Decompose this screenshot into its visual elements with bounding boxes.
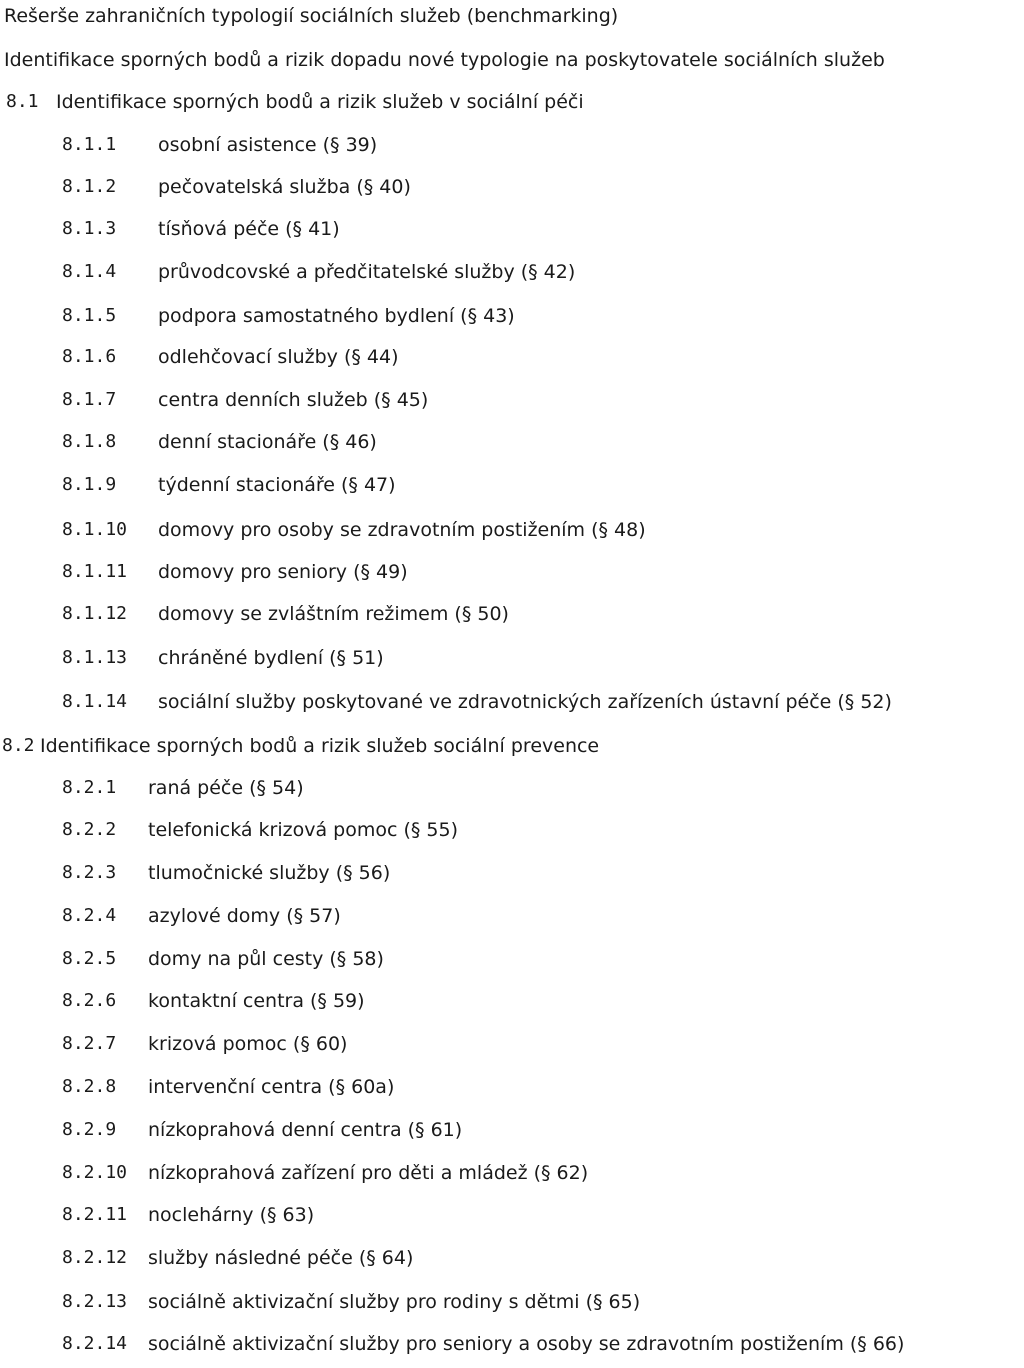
item-text: intervenční centra (§ 60a) <box>148 1076 395 1098</box>
item-text: denní stacionáře (§ 46) <box>158 431 377 453</box>
item-number: 8.1.1 <box>62 134 117 155</box>
section-title: Identifikace sporných bodů a rizik služeb v sociální péči <box>56 91 584 113</box>
item-text: noclehárny (§ 63) <box>148 1204 315 1226</box>
item-text: domovy se zvláštním režimem (§ 50) <box>158 603 509 625</box>
item-number: 8.2.9 <box>62 1119 117 1140</box>
item-text: pečovatelská služba (§ 40) <box>158 176 411 198</box>
item-number: 8.2.13 <box>62 1291 128 1312</box>
toc-heading-text: Identifikace sporných bodů a rizik dopadu nové typologie na poskytovatele sociálních služeb <box>4 49 885 71</box>
item-text: raná péče (§ 54) <box>148 777 304 799</box>
item-text: nízkoprahová zařízení pro děti a mládež (§ 62) <box>148 1162 589 1184</box>
item-text: služby následné péče (§ 64) <box>148 1247 414 1269</box>
item-text: domovy pro osoby se zdravotním postižením (§ 48) <box>158 519 646 541</box>
item-number: 8.2.7 <box>62 1033 117 1054</box>
item-text: domy na půl cesty (§ 58) <box>148 948 384 970</box>
item-number: 8.2.2 <box>62 819 117 840</box>
toc-heading-identification <box>4 48 885 72</box>
item-text: sociálně aktivizační služby pro seniory a osoby se zdravotním postižením (§ 66) <box>148 1333 905 1355</box>
item-number: 8.1.2 <box>62 176 117 197</box>
item-number: 8.2.8 <box>62 1076 117 1097</box>
item-number: 8.2.14 <box>62 1333 128 1354</box>
item-number: 8.2.12 <box>62 1247 128 1268</box>
item-number: 8.2.3 <box>62 862 117 883</box>
item-number: 8.2.5 <box>62 948 117 969</box>
section-title: Identifikace sporných bodů a rizik služeb sociální prevence <box>40 735 600 757</box>
item-text: domovy pro seniory (§ 49) <box>158 561 408 583</box>
item-text: odlehčovací služby (§ 44) <box>158 346 399 368</box>
item-text: podpora samostatného bydlení (§ 43) <box>158 305 515 327</box>
item-number: 8.1.13 <box>62 647 128 668</box>
toc-heading-text: Rešerše zahraničních typologií sociálních služeb (benchmarking) <box>4 5 619 27</box>
item-number: 8.2.4 <box>62 905 117 926</box>
item-number: 8.2.1 <box>62 777 117 798</box>
item-number: 8.1.5 <box>62 305 117 326</box>
item-text: osobní asistence (§ 39) <box>158 134 378 156</box>
item-text: sociálně aktivizační služby pro rodiny s dětmi (§ 65) <box>148 1291 641 1313</box>
item-text: tlumočnické služby (§ 56) <box>148 862 391 884</box>
item-text: centra denních služeb (§ 45) <box>158 389 429 411</box>
item-number: 8.2.6 <box>62 990 117 1011</box>
item-number: 8.1.8 <box>62 431 117 452</box>
item-number: 8.1.12 <box>62 603 128 624</box>
item-text: nízkoprahová denní centra (§ 61) <box>148 1119 463 1141</box>
item-number: 8.2.10 <box>62 1162 128 1183</box>
item-text: azylové domy (§ 57) <box>148 905 341 927</box>
item-number: 8.1.6 <box>62 346 117 367</box>
section-number: 8.1 <box>6 91 39 112</box>
item-text: tísňová péče (§ 41) <box>158 218 340 240</box>
item-text: kontaktní centra (§ 59) <box>148 990 365 1012</box>
item-number: 8.2.11 <box>62 1204 128 1225</box>
item-number: 8.1.11 <box>62 561 128 582</box>
item-number: 8.1.3 <box>62 218 117 239</box>
item-number: 8.1.7 <box>62 389 117 410</box>
item-text: krizová pomoc (§ 60) <box>148 1033 348 1055</box>
item-text: sociální služby poskytované ve zdravotnických zařízeních ústavní péče (§ 52) <box>158 691 892 713</box>
item-number: 8.1.4 <box>62 261 117 282</box>
toc-heading-benchmarking <box>4 4 618 28</box>
item-number: 8.1.9 <box>62 474 117 495</box>
item-number: 8.1.14 <box>62 691 128 712</box>
item-number: 8.1.10 <box>62 519 128 540</box>
item-text: průvodcovské a předčitatelské služby (§ 42) <box>158 261 576 283</box>
item-text: telefonická krizová pomoc (§ 55) <box>148 819 459 841</box>
item-text: chráněné bydlení (§ 51) <box>158 647 384 669</box>
item-text: týdenní stacionáře (§ 47) <box>158 474 396 496</box>
section-number: 8.2 <box>2 735 35 756</box>
